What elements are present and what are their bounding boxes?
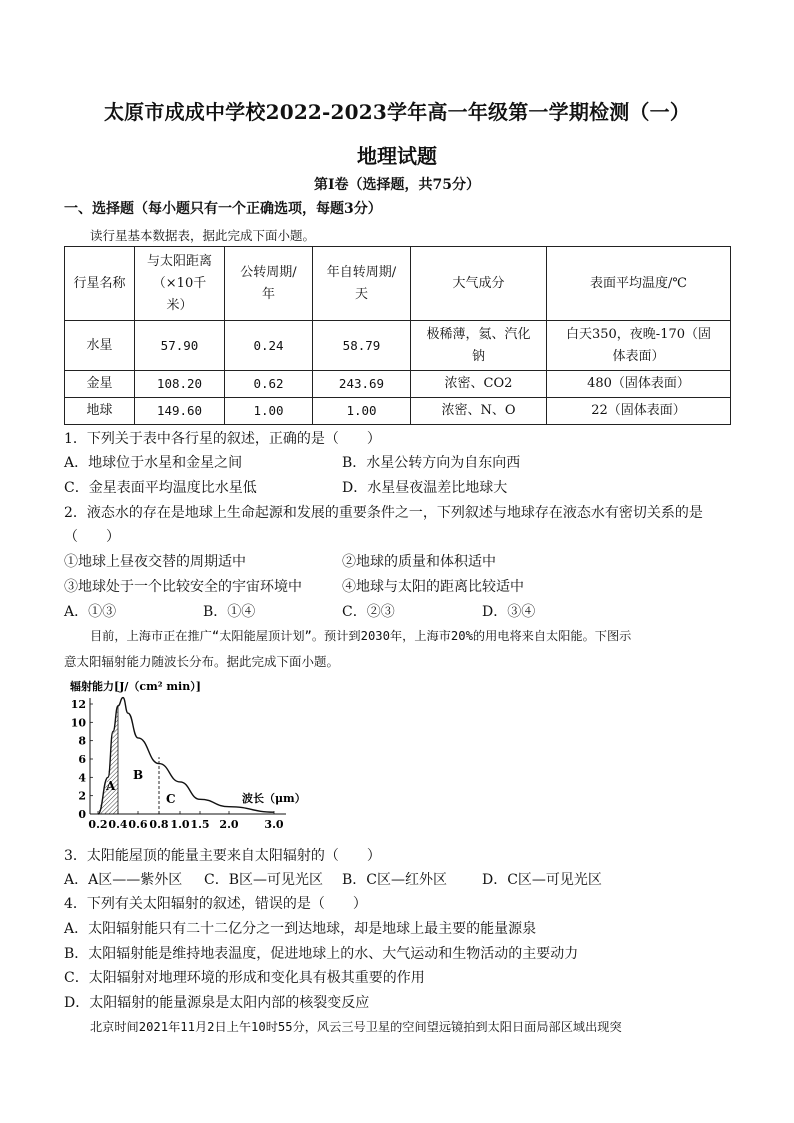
table-header-row <box>65 247 731 321</box>
q2-stem-cont: （ ） <box>64 529 120 545</box>
q3-option-d[interactable]: D．C区—可见光区 <box>482 872 602 888</box>
q3-option-b[interactable]: C．B区—可见光区 <box>204 872 323 888</box>
table-row <box>65 321 731 371</box>
table-cell: 水星 <box>65 321 135 371</box>
q4-option-b[interactable]: B．太阳辐射能是维持地表温度，促进地球上的水、大气运动和生物活动的主要动力 <box>64 946 579 962</box>
q2-statement-1: ①地球上昼夜交替的周期适中 <box>64 554 246 570</box>
table-cell: 58.79 <box>313 321 411 371</box>
y-tick-label: 0 <box>78 808 86 821</box>
q1-option-a[interactable]: A．地球位于水星和金星之间 <box>64 455 243 471</box>
region-label-a: A <box>106 779 116 794</box>
table-cell: 57.90 <box>135 321 225 371</box>
table-row <box>65 371 731 398</box>
table-cell: 极稀薄，氦、汽化 钠 <box>411 321 547 371</box>
q2-option-b[interactable]: B．①④ <box>203 604 256 620</box>
section-heading: 一、选择题（每小题只有一个正确选项，每题3分） <box>64 201 382 217</box>
table-cell: 1.00 <box>225 398 313 425</box>
table-header: 公转周期/ 年 <box>225 247 313 321</box>
q2-stem: 2．液态水的存在是地球上生命起源和发展的重要条件之一，下列叙述与地球存在液态水有密切关系的是 <box>64 505 703 521</box>
table-cell: 0.24 <box>225 321 313 371</box>
q4-option-c[interactable]: C．太阳辐射对地理环境的形成和变化具有极其重要的作用 <box>64 970 425 986</box>
x-tick-label: 1.5 <box>190 818 210 831</box>
y-tick-label: 10 <box>70 716 86 730</box>
x-tick-label: 0.8 <box>149 818 169 831</box>
y-tick-label: 6 <box>78 753 86 766</box>
q3-option-a[interactable]: A．A区——紫外区 <box>64 872 183 888</box>
q4-option-d[interactable]: D．太阳辐射的能量源泉是太阳内部的核裂变反应 <box>64 995 370 1011</box>
exam-part: 第Ⅰ卷（选择题，共75分） <box>313 177 481 193</box>
group2-intro-line2: 意太阳辐射能力随波长分布。据此完成下面小题。 <box>64 654 340 669</box>
q1-option-b[interactable]: B．水星公转方向为自东向西 <box>342 455 521 471</box>
region-label-c: C <box>166 792 176 806</box>
table-header: 行星名称 <box>65 247 135 321</box>
solar-radiation-chart <box>64 676 314 838</box>
table-cell: 浓密、CO2 <box>411 371 547 398</box>
chart-y-label: 辐射能力[J/（cm² min）] <box>70 680 201 693</box>
q2-option-a[interactable]: A．①③ <box>64 604 117 620</box>
table-cell: 1.00 <box>313 398 411 425</box>
q2-option-d[interactable]: D．③④ <box>482 604 536 620</box>
x-tick-label: 0.4 <box>108 818 128 831</box>
region-label-b: B <box>133 768 144 783</box>
group2-intro-line1: 目前，上海市正在推广“太阳能屋顶计划”。预计到2030年，上海市20%的用电将来自太阳能。下图示 <box>90 629 632 643</box>
table-cell: 243.69 <box>313 371 411 398</box>
x-tick-label: 0.2 <box>88 818 108 831</box>
q2-statement-3: ③地球处于一个比较安全的宇宙环境中 <box>64 579 302 595</box>
y-tick-label: 4 <box>78 771 86 785</box>
y-tick-label: 2 <box>78 789 86 803</box>
table-cell: 0.62 <box>225 371 313 398</box>
table-cell: 480（固体表面） <box>547 371 731 398</box>
q2-statement-4: ④地球与太阳的距离比较适中 <box>342 579 524 595</box>
table-cell: 浓密、N、O <box>411 398 547 425</box>
exam-subject: 地理试题 <box>357 144 437 168</box>
exam-title: 太原市成成中学校2022-2023学年高一年级第一学期检测（一） <box>103 100 691 124</box>
table-row <box>65 398 731 425</box>
x-tick-label: 0.6 <box>128 818 148 831</box>
group1-intro: 读行星基本数据表，据此完成下面小题。 <box>90 228 316 243</box>
table-cell: 108.20 <box>135 371 225 398</box>
x-tick-label: 1.0 <box>170 818 190 831</box>
y-tick-label: 12 <box>70 698 86 711</box>
q4-option-a[interactable]: A．太阳辐射能只有二十二亿分之一到达地球，却是地球上最主要的能量源泉 <box>64 921 537 937</box>
table-cell: 149.60 <box>135 398 225 425</box>
q1-stem: 1．下列关于表中各行星的叙述，正确的是（ ） <box>64 431 381 447</box>
table-cell: 地球 <box>65 398 135 425</box>
table-header: 与太阳距离 （×10千 米） <box>135 247 225 321</box>
planet-data-table <box>64 246 731 425</box>
q3-option-c[interactable]: B．C区—红外区 <box>342 872 447 888</box>
table-header: 年自转周期/ 天 <box>313 247 411 321</box>
x-tick-label: 2.0 <box>219 818 239 831</box>
x-tick-label: 3.0 <box>264 818 284 831</box>
table-header: 大气成分 <box>411 247 547 321</box>
table-cell: 22（固体表面） <box>547 398 731 425</box>
q2-option-c[interactable]: C．②③ <box>342 604 395 620</box>
q1-option-c[interactable]: C．金星表面平均温度比水星低 <box>64 480 257 496</box>
group3-intro: 北京时间2021年11月2日上午10时55分，风云三号卫星的空间望远镜拍到太阳日面局部区域出现突 <box>90 1020 622 1034</box>
table-cell: 白天350，夜晚-170（固 体表面） <box>547 321 731 371</box>
chart-x-label: 波长（μm） <box>242 792 306 805</box>
q1-option-d[interactable]: D．水星昼夜温差比地球大 <box>342 480 508 496</box>
table-cell: 金星 <box>65 371 135 398</box>
q3-stem: 3．太阳能屋顶的能量主要来自太阳辐射的（ ） <box>64 848 381 864</box>
q4-stem: 4．下列有关太阳辐射的叙述，错误的是（ ） <box>64 896 367 912</box>
y-tick-label: 8 <box>78 734 86 748</box>
q2-statement-2: ②地球的质量和体积适中 <box>342 554 496 570</box>
table-header: 表面平均温度/℃ <box>547 247 731 321</box>
